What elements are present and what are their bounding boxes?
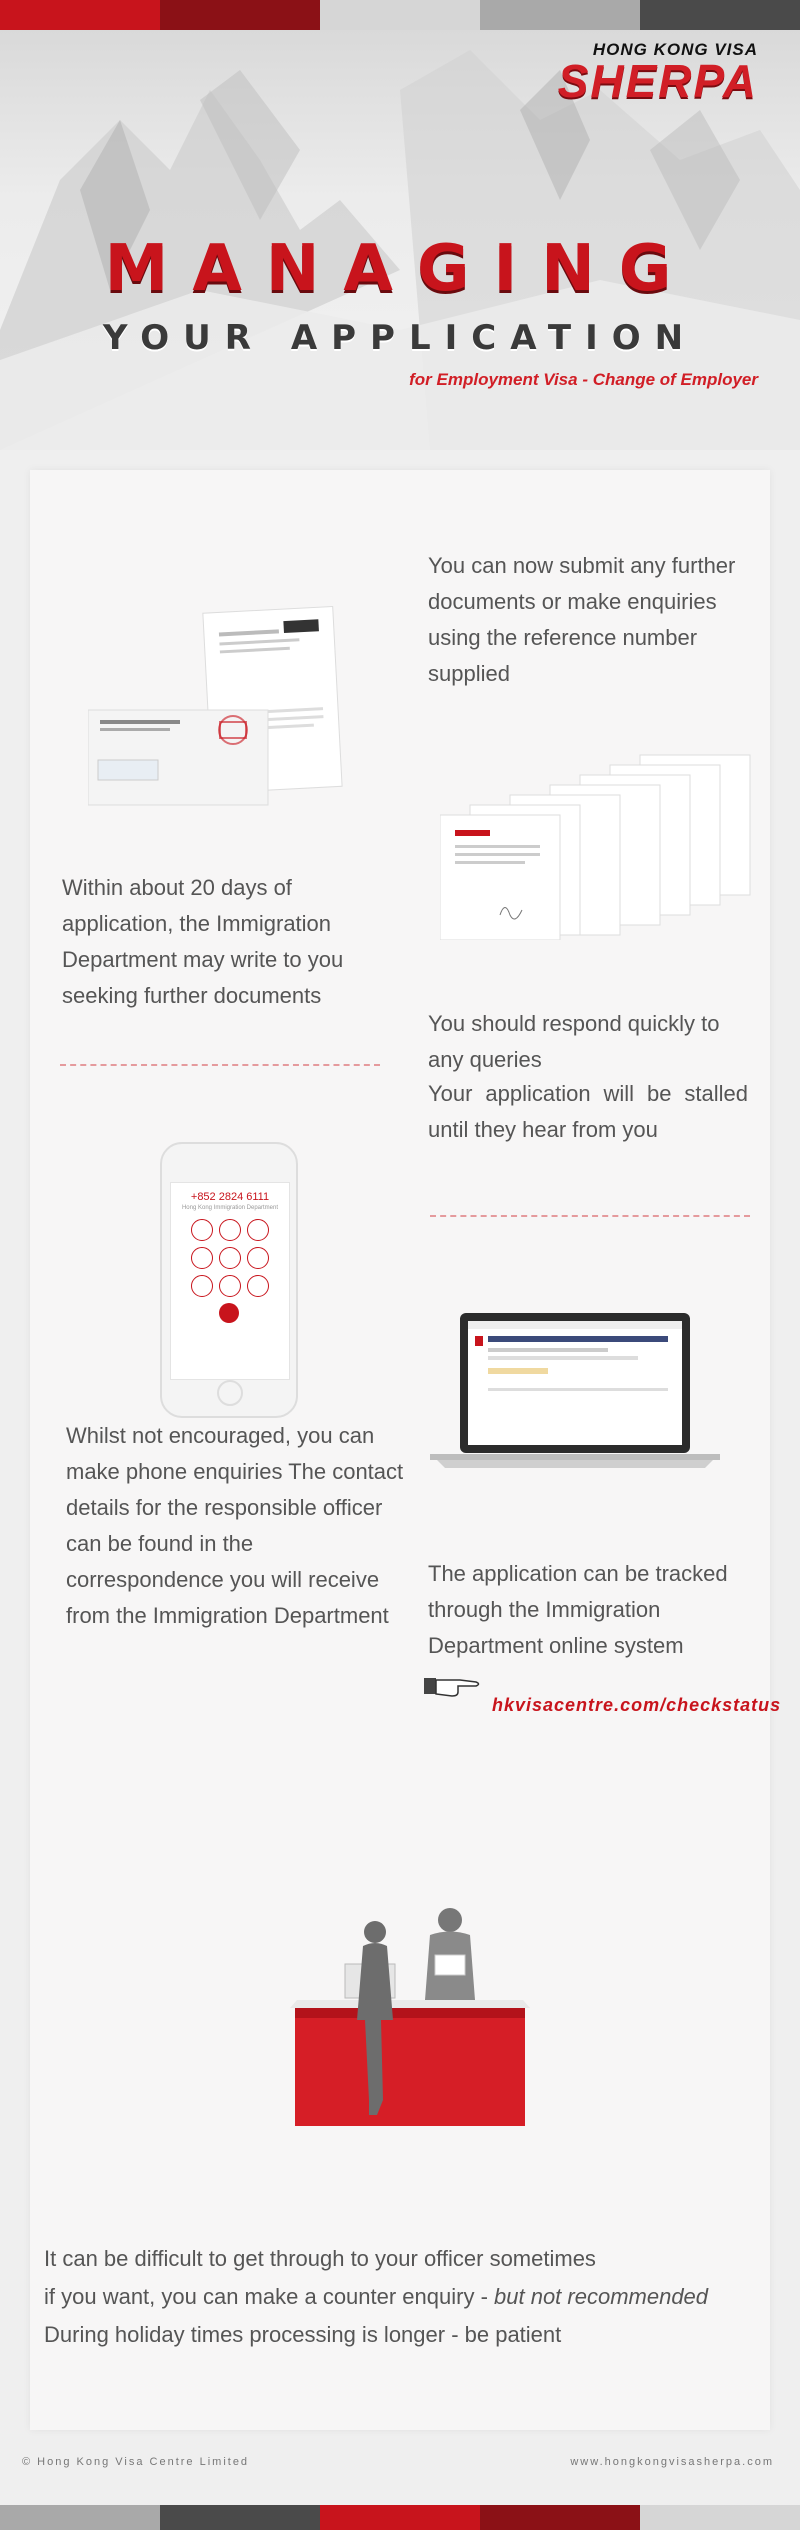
title-subtitle: for Employment Visa - Change of Employer [409,370,758,389]
divider-right [430,1215,750,1217]
brand-logo[interactable] [557,40,758,107]
footer-copyright: © Hong Kong Visa Centre Limited [22,2456,250,2468]
phone-keypad [171,1219,289,1323]
counter-line-2: if you want, you can make a counter enquiry - [44,2284,495,2309]
phone-caption: Hong Kong Immigration Department [181,1205,279,1211]
letter-envelope-illustration [88,600,368,830]
bottom-color-stripe [0,2505,800,2530]
pointing-hand-icon [424,1672,482,1698]
laptop-illustration [430,1308,720,1478]
counter-line-1: It can be difficult to get through to your officer sometimes [44,2246,596,2271]
counter-line-3: During holiday times processing is longer - be patient [44,2322,562,2347]
step-track-text: The application can be tracked through the Immigration Department online system [428,1561,728,1658]
divider-left [60,1064,380,1066]
phone-illustration [160,1142,298,1418]
counter-line-2-emphasis: but not recommended [494,2284,709,2309]
footer-website-link[interactable]: www.hongkongvisasherpa.com [570,2456,774,2468]
documents-illustration [440,750,760,940]
footer [0,2440,800,2470]
step-phone-text: Whilst not encouraged, you can make phone enquiries The contact details for the responsible officer can be found in the correspondence you will receive from the Immigration Department [66,1423,404,1628]
step-respond-text-1: You should respond quickly to any queries [428,1011,720,1072]
brand-name: SHERPA [557,55,758,107]
top-color-stripe [0,0,800,30]
counter-enquiry-illustration [285,1900,535,2150]
step-submit-text: You can now submit any further documents or make enquiries using the reference number supplied [428,553,736,686]
title-main: MANAGING [104,232,696,306]
step-letter-text: Within about 20 days of application, the Immigration Department may write to you seeking further documents [62,875,344,1008]
counter-enquiry-text [44,2240,708,2354]
check-status-link[interactable]: hkvisacentre.com/checkstatus [492,1695,782,1715]
step-respond-text-2: Your application will be stalled until they hear from you [428,1081,748,1142]
brand-top-text: HONG KONG VISA [592,40,758,59]
title-secondary: YOUR APPLICATION [102,318,698,358]
phone-number: +852 2824 6111 [190,1191,270,1203]
